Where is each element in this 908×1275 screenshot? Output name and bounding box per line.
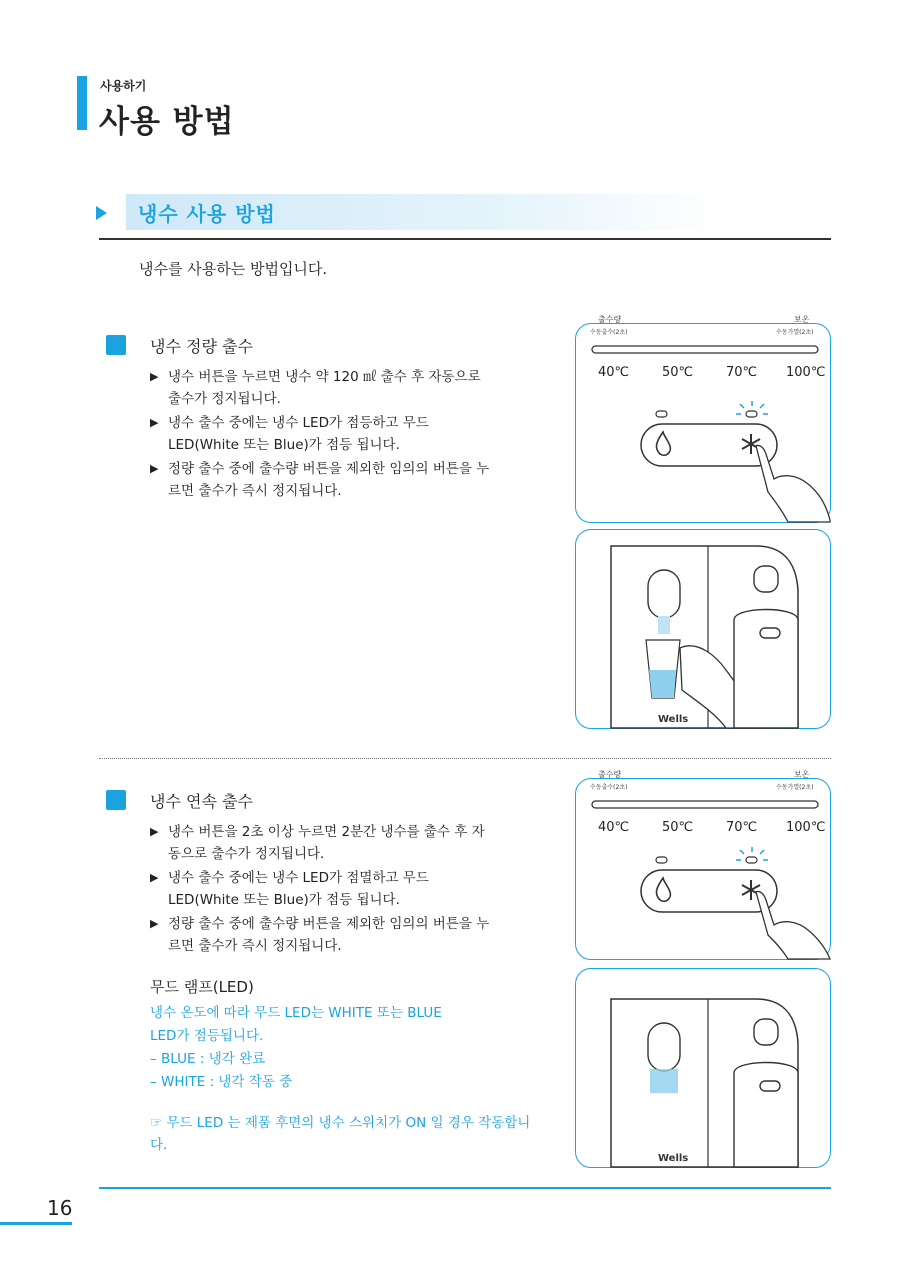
hot-nozzle-icon [754, 1019, 778, 1045]
page-number: 16 [47, 1196, 73, 1220]
mood-line: – BLUE : 냉각 완료 [150, 1051, 266, 1067]
led-glow-icon [736, 401, 768, 414]
page-title: 사용 방법 [99, 104, 235, 140]
mood-line: – WHITE : 냉각 작동 중 [150, 1074, 293, 1090]
button-frame [641, 424, 777, 466]
section-divider [99, 238, 831, 240]
bullet-item: ▶ 정량 출수 중에 출수량 버튼을 제외한 임의의 버튼을 누르면 출수가 즉시 정지됩니다. [150, 458, 490, 502]
block-title: 냉수 연속 출수 [150, 792, 253, 811]
temp-label: 40℃ [598, 820, 630, 835]
temp-label: 100℃ [786, 365, 826, 380]
mood-light-glow [650, 1069, 678, 1093]
block-marker-icon [106, 335, 126, 355]
bullet-item: ▶ 냉수 출수 중에는 냉수 LED가 점멸하고 무드 LED(White 또는 Blue)가 점등 됩니다. [150, 867, 490, 911]
bullet-item: ▶ 냉수 버튼을 누르면 냉수 약 120 ㎖ 출수 후 자동으로 출수가 정지됩니다. [150, 366, 490, 410]
mood-line: LED가 점등됩니다. [150, 1028, 264, 1044]
mood-led [746, 857, 757, 863]
bullet-item: ▶ 냉수 버튼을 2초 이상 누르면 2분간 냉수를 출수 후 자동으로 출수가 정지됩니다. [150, 821, 490, 865]
panel-label-right-top: 보온 [794, 770, 810, 779]
dispenser-illustration [575, 968, 831, 1168]
temp-label: 50℃ [662, 365, 694, 380]
temp-label: 70℃ [726, 820, 758, 835]
dispenser-illustration [575, 529, 831, 729]
volume-bar [592, 346, 818, 353]
section-intro: 냉수를 사용하는 방법입니다. [139, 260, 328, 278]
header-small-title: 사용하기 [100, 79, 147, 93]
temp-label: 70℃ [726, 365, 758, 380]
temp-label: 40℃ [598, 365, 630, 380]
cold-led [656, 411, 667, 417]
block-marker-icon [106, 790, 126, 810]
block-bullet-list [150, 821, 490, 959]
footer-line [99, 1187, 831, 1189]
mood-line: 냉수 온도에 따라 무드 LED는 WHITE 또는 BLUE [150, 1005, 442, 1021]
panel-label-right-sub: 수동가열(2초) [776, 784, 814, 791]
mood-lamp-note: ☞ 무드 LED 는 제품 후면의 냉수 스위치가 ON 일 경우 작동합니다. [150, 1115, 531, 1153]
finger-hand-icon [756, 891, 830, 959]
hot-nozzle-icon [754, 566, 778, 592]
mood-lamp-text [150, 1002, 500, 1094]
bullet-item: ▶ 냉수 출수 중에는 냉수 LED가 점등하고 무드 LED(White 또는 Blue)가 점등 됩니다. [150, 412, 490, 456]
cold-led [656, 857, 667, 863]
section-arrow-icon [96, 206, 107, 220]
block-title: 냉수 정량 출수 [150, 337, 253, 356]
cold-nozzle-icon [648, 1023, 680, 1071]
control-panel-illustration [575, 770, 831, 960]
brand-logo: Wells [658, 1153, 689, 1164]
section-title: 냉수 사용 방법 [138, 202, 276, 226]
panel-label-left-top: 출수량 [598, 770, 622, 779]
cold-nozzle-icon [648, 570, 680, 618]
button-frame [641, 870, 777, 912]
header-accent-bar [77, 76, 87, 130]
panel-label-left-sub: 수동출수(2초) [590, 784, 628, 791]
temp-label: 50℃ [662, 820, 694, 835]
panel-label-right-sub: 수동가열(2초) [776, 329, 814, 336]
panel-label-left-top: 출수량 [598, 315, 622, 324]
temp-label: 100℃ [786, 820, 826, 835]
page-number-bar [0, 1222, 72, 1225]
brand-logo: Wells [658, 714, 689, 725]
dotted-divider [99, 758, 831, 759]
cold-water-drop-icon [656, 432, 670, 455]
mood-led [746, 411, 757, 417]
mood-lamp-title: 무드 램프(LED) [150, 978, 254, 996]
panel-label-left-sub: 수동출수(2초) [590, 329, 628, 336]
bullet-item: ▶ 정량 출수 중에 출수량 버튼을 제외한 임의의 버튼을 누르면 출수가 즉시 정지됩니다. [150, 913, 490, 957]
led-glow-icon [736, 847, 768, 860]
volume-bar [592, 801, 818, 808]
control-panel-illustration [575, 315, 831, 523]
block-bullet-list [150, 366, 490, 504]
water-flow [658, 616, 670, 634]
cold-water-drop-icon [656, 878, 670, 901]
finger-hand-icon [756, 445, 830, 522]
panel-label-right-top: 보온 [794, 315, 810, 324]
